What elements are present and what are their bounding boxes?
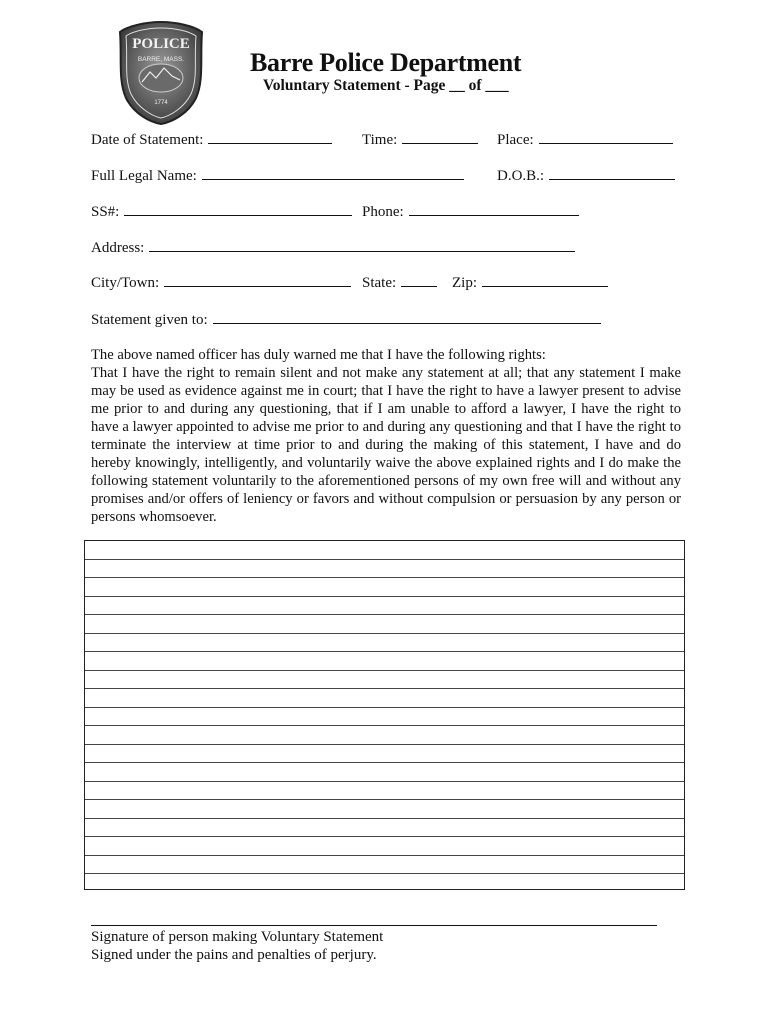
full-name-label: Full Legal Name: [91,168,197,184]
signature-line[interactable] [91,925,657,926]
statement-line [85,670,684,671]
statement-given-to-field[interactable] [91,311,601,329]
rights-paragraph [91,346,681,526]
ss-field[interactable] [91,203,352,221]
statement-line [85,707,684,708]
date-underline [208,131,332,144]
statement-given-to-underline [213,311,601,324]
phone-label: Phone: [362,204,404,220]
page-subtitle: Voluntary Statement - Page __ of ___ [263,77,509,94]
rights-intro: The above named officer has duly warned me that I have the following rights: [91,347,546,363]
state-label: State: [362,275,397,291]
svg-text:POLICE: POLICE [132,36,190,52]
full-name-underline [202,167,464,180]
state-underline [401,274,437,287]
address-underline [149,239,575,252]
address-field[interactable] [91,239,575,257]
ss-label: SS#: [91,204,120,220]
police-badge-logo [116,18,206,126]
svg-text:BARRE, MASS.: BARRE, MASS. [137,56,185,63]
time-field[interactable] [362,131,478,149]
statement-line [85,651,684,652]
dob-label: D.O.B.: [497,168,545,184]
phone-underline [409,203,579,216]
statement-given-to-label: Statement given to: [91,312,208,328]
zip-label: Zip: [452,275,477,291]
statement-line [85,744,684,745]
statement-line [85,633,684,634]
time-underline [402,131,478,144]
place-underline [539,131,673,144]
statement-box[interactable] [84,540,685,890]
time-label: Time: [362,132,398,148]
city-label: City/Town: [91,275,160,291]
state-field[interactable] [362,274,437,292]
page-title: Barre Police Department [250,48,522,77]
place-field[interactable] [497,131,673,149]
statement-line [85,818,684,819]
dob-field[interactable] [497,167,675,185]
statement-line [85,781,684,782]
date-field[interactable] [91,131,332,149]
place-label: Place: [497,132,534,148]
statement-line [85,855,684,856]
rights-body: That I have the right to remain silent and not make any statement at all; that any statement I make may be used as evidence against me in court; that I have the right to have a lawyer present to advise me prior to and during any questioning, that if I am unable to afford a lawyer, I have the right to have a lawyer appointed to advise me prior to and during any questioning and that I have the right to terminate the interview at time prior to and during the making of this statement, I have and do hereby knowingly, intelligently, and voluntarily waive the above explained rights and I do make the following statement voluntarily to the aforementioned persons of my own free will and without any promises and/or offers of leniency or favors and without compulsion or persuasion by any person or persons whomsoever. [91,365,681,525]
svg-text:1774: 1774 [154,100,168,106]
statement-line [85,799,684,800]
statement-line [85,596,684,597]
signature-caption: Signature of person making Voluntary Statement [91,929,384,945]
date-label: Date of Statement: [91,132,204,148]
statement-line [85,873,684,874]
statement-line [85,725,684,726]
ss-underline [124,203,352,216]
statement-line [85,614,684,615]
statement-line [85,836,684,837]
address-label: Address: [91,240,145,256]
city-underline [164,274,351,287]
dob-underline [549,167,675,180]
zip-underline [482,274,608,287]
perjury-notice: Signed under the pains and penalties of perjury. [91,947,377,963]
statement-line [85,762,684,763]
statement-line [85,688,684,689]
statement-line [85,577,684,578]
statement-line [85,559,684,560]
phone-field[interactable] [362,203,579,221]
city-field[interactable] [91,274,351,292]
full-name-field[interactable] [91,167,464,185]
zip-field[interactable] [452,274,608,292]
